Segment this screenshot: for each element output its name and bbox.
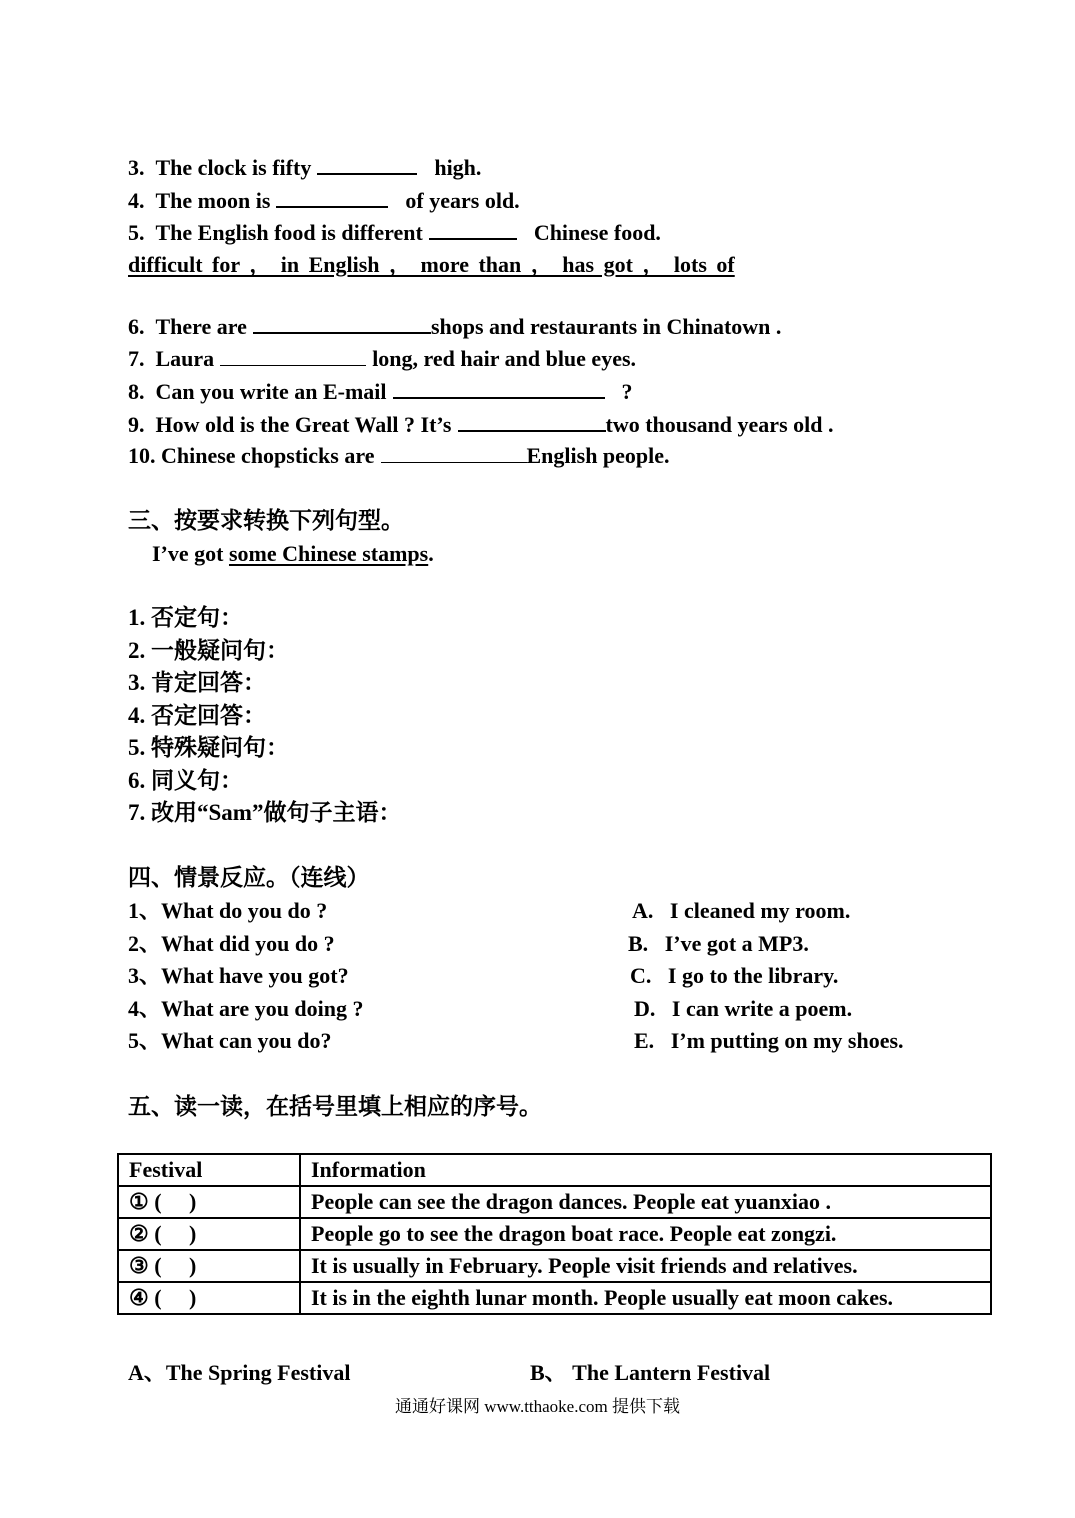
word-bank: difficult for ， in English ， more than ， has got ， lots of: [128, 252, 735, 277]
table-header-row: [118, 1154, 991, 1186]
option-b: B、 The Lantern Festival: [530, 1360, 771, 1385]
table-row: [118, 1186, 991, 1218]
fill-item-8: 8. Can you write an E-mail ?: [128, 379, 633, 404]
transform-item-6: 6. 同义句：: [128, 768, 243, 793]
match-question-1: 1、What do you do ?: [128, 898, 328, 923]
table-row: [118, 1282, 991, 1314]
option-a: A、The Spring Festival: [128, 1360, 351, 1385]
festival-answer-cell[interactable]: ③ ( ): [118, 1250, 300, 1282]
fill-item-5: 5. The English food is different Chinese food.: [128, 220, 661, 245]
fill-item-9: 9. How old is the Great Wall ? It’s two thousand years old .: [128, 412, 834, 437]
info-cell: People go to see the dragon boat race. People eat zongzi.: [300, 1218, 991, 1250]
festival-answer-cell[interactable]: ④ ( ): [118, 1282, 300, 1314]
header-information: Information: [300, 1154, 991, 1186]
section3-title: 三、按要求转换下列句型。: [128, 508, 404, 533]
match-question-4: 4、What are you doing ?: [128, 996, 364, 1021]
festival-table: [117, 1153, 992, 1315]
match-answer-d: D. I can write a poem.: [634, 996, 853, 1021]
answer-blank[interactable]: [276, 186, 388, 208]
answer-blank[interactable]: [381, 442, 527, 463]
festival-answer-cell[interactable]: ① ( ): [118, 1186, 300, 1218]
fill-item-10: 10. Chinese chopsticks are English people.: [128, 443, 670, 468]
info-cell: It is usually in February. People visit friends and relatives.: [300, 1250, 991, 1282]
table-row: [118, 1250, 991, 1282]
answer-blank[interactable]: [220, 345, 366, 366]
fill-item-6: 6. There are shops and restaurants in Chinatown .: [128, 314, 782, 339]
answer-blank[interactable]: [317, 153, 417, 175]
table-row: [118, 1218, 991, 1250]
festival-answer-cell[interactable]: ② ( ): [118, 1218, 300, 1250]
section5-title: 五、读一读，在括号里填上相应的序号。: [128, 1094, 542, 1119]
fill-item-7: 7. Laura long, red hair and blue eyes.: [128, 346, 637, 371]
transform-item-2: 2. 一般疑问句：: [128, 638, 289, 663]
match-answer-b: B. I’ve got a MP3.: [628, 931, 809, 956]
answer-blank[interactable]: [458, 410, 606, 432]
match-question-3: 3、What have you got?: [128, 963, 349, 988]
info-cell: People can see the dragon dances. People eat yuanxiao .: [300, 1186, 991, 1218]
answer-blank[interactable]: [393, 377, 605, 399]
transform-item-3: 3. 肯定回答：: [128, 670, 266, 695]
fill-item-3: 3. The clock is fifty high.: [128, 155, 482, 180]
header-festival: Festival: [118, 1154, 300, 1186]
info-cell: It is in the eighth lunar month. People usually eat moon cakes.: [300, 1282, 991, 1314]
section3-sentence: I’ve got some Chinese stamps.: [152, 541, 434, 566]
transform-item-7: 7. 改用“Sam”做句子主语：: [128, 800, 402, 825]
transform-item-1: 1. 否定句：: [128, 605, 243, 630]
answer-blank[interactable]: [253, 312, 431, 334]
match-answer-c: C. I go to the library.: [630, 963, 839, 988]
answer-blank[interactable]: [429, 218, 517, 240]
transform-item-4: 4. 否定回答：: [128, 703, 266, 728]
match-question-5: 5、What can you do?: [128, 1028, 332, 1053]
match-question-2: 2、What did you do ?: [128, 931, 335, 956]
match-answer-a: A. I cleaned my room.: [632, 898, 851, 923]
match-answer-e: E. I’m putting on my shoes.: [634, 1028, 904, 1053]
transform-item-5: 5. 特殊疑问句：: [128, 735, 289, 760]
footer-credit: 通通好课网 www.tthaoke.com 提供下载: [394, 1397, 681, 1416]
fill-item-4: 4. The moon is of years old.: [128, 188, 520, 213]
section4-title: 四、情景反应。（连线）: [128, 865, 370, 890]
